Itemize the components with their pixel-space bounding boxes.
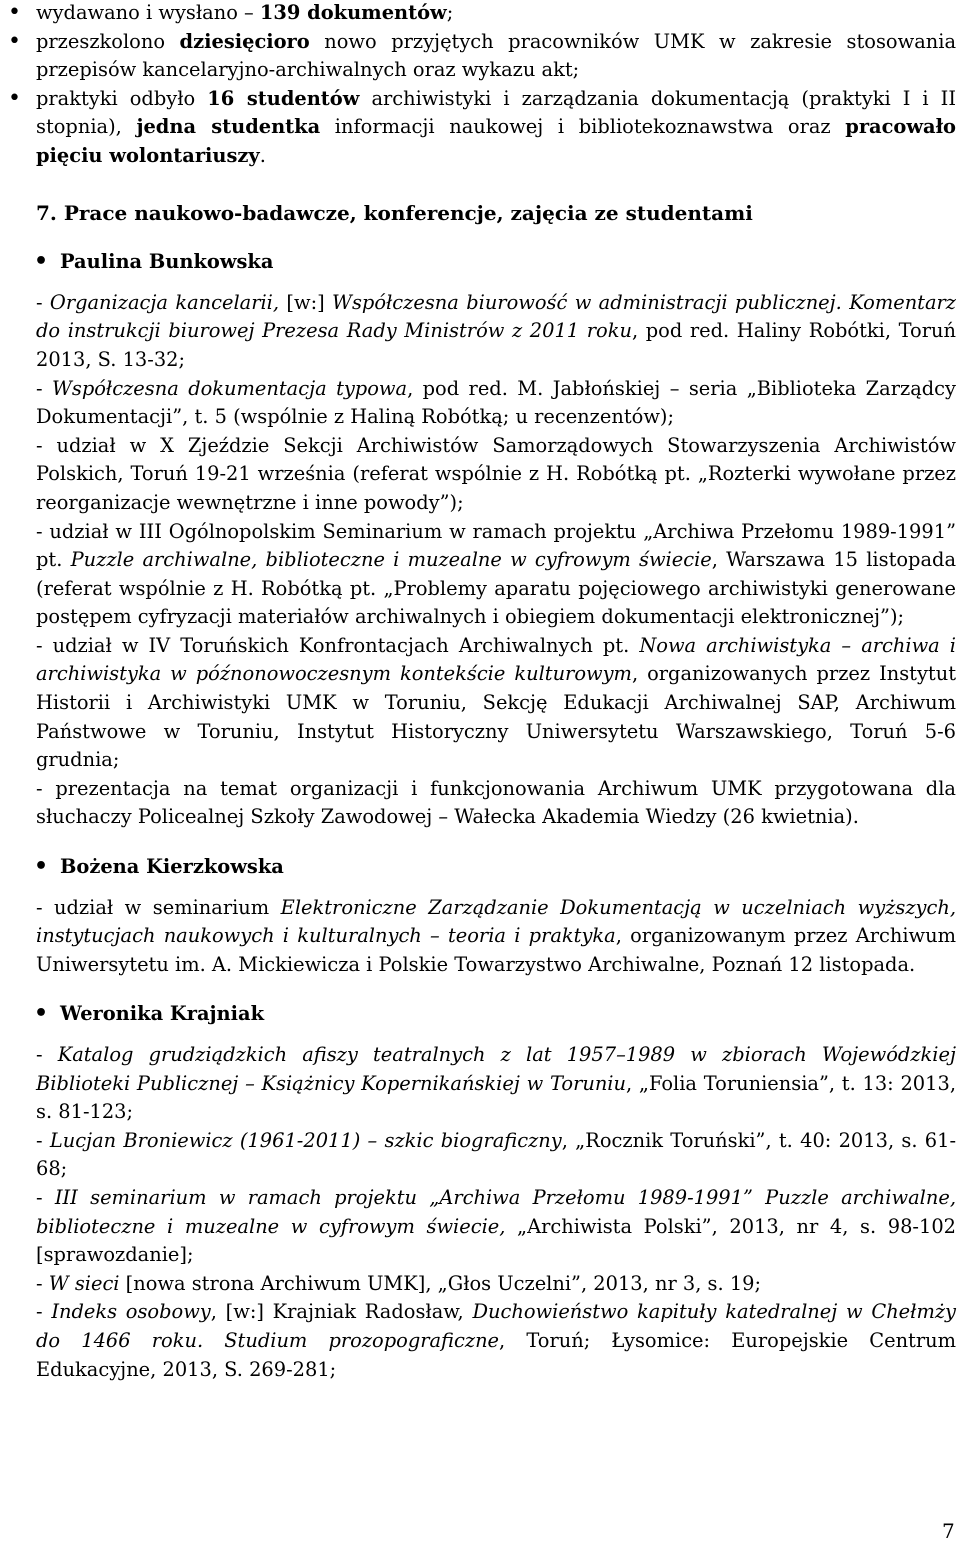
text-run: , Toruń; Łysomice: Europejskie Centrum Edukacyjne, 2013, S. 269-281; (36, 1328, 956, 1381)
bold-text: 16 studentów (207, 86, 360, 110)
text-run: wydawano i wysłano – (36, 1, 260, 24)
text-run: archiwistyki i zarządzania dokumentacją (praktyki I i II stopnia), (36, 86, 956, 139)
italic-text: Nowa archiwistyka – archiwa i archiwistyka w późnonowoczesnym kontekście kulturowym (36, 633, 956, 686)
list-item (36, 85, 956, 171)
page-number: 7 (942, 1519, 955, 1543)
bold-text: dziesięcioro (179, 29, 310, 53)
person-block-krajniak (36, 1000, 956, 1384)
italic-text: Lucjan Broniewicz (1961-2011) – szkic biograficzny (49, 1128, 562, 1152)
italic-text: Puzzle archiwalne, biblioteczne i muzealne w cyfrowym świecie (70, 548, 712, 572)
list-item (36, 1298, 956, 1384)
italic-text: III seminarium w ramach projektu „Archiwa Przełomu 1989-1991” Puzzle archiwalne, biblioteczne i muzealne w cyfrowym świecie, (36, 1185, 956, 1238)
list-item (36, 775, 956, 832)
list-item (36, 375, 956, 432)
text-run: - udział w IV Toruńskich Konfrontacjach Archiwalnych pt. (36, 633, 640, 657)
list-item (36, 518, 956, 632)
text-run: - udział w X Zjeździe Sekcji Archiwistów Samorządowych Stowarzyszenia Archiwistów Polskich, Toruń 19-21 września (referat wspólnie z H. Robótką pt. „Rozterki wywołane przez reorganizacje wewnętrzne i inne powody”); (36, 433, 956, 514)
list-item (36, 1184, 956, 1270)
italic-text: Katalog grudziądzkich afiszy teatralnych z lat 1957–1989 w zbiorach Wojewódzkiej Biblioteki Publicznej – Książnicy Kopernikańskiej w Toruniu (36, 1043, 956, 1095)
list-item (36, 0, 956, 28)
document-page (36, 0, 956, 1384)
italic-text: Organizacja kancelarii, (49, 290, 280, 314)
text-run: - (36, 1128, 50, 1152)
publication-list (36, 289, 956, 832)
text-run: informacji naukowej i bibliotekoznawstwa oraz (320, 115, 846, 139)
text-run: - udział w seminarium (36, 895, 281, 919)
text-run: , Warszawa 15 listopada (referat wspólnie z H. Robótką pt. „Problemy aparatu pojęciowego archiwistyki generowane postępem cyfryzacji materiałów archiwalnych i obiegiem dokumentacji elektronicznej”); (36, 548, 956, 629)
text-run: , „Rocznik Toruński”, t. 40: 2013, s. 61-68; (36, 1128, 956, 1181)
bold-text: pracowało pięciu wolontariuszy (36, 115, 956, 167)
text-run: - (36, 1043, 58, 1066)
list-item (36, 1127, 956, 1184)
text-run: nowo przyjętych pracowników UMK w zakresie stosowania przepisów kancelaryjno-archiwalnych oraz wykazu akt; (36, 29, 957, 82)
list-item (36, 894, 956, 980)
activity-summary-list (36, 0, 956, 171)
text-run: przeszkolono (36, 29, 180, 53)
text-run: - (36, 1300, 52, 1324)
list-item (36, 289, 956, 375)
italic-text: Współczesna biurowość w administracji publicznej. Komentarz do instrukcji biurowej Prezesa Rady Ministrów z 2011 roku (36, 290, 957, 343)
publication-list (36, 894, 956, 980)
list-item (36, 1041, 956, 1127)
text-run: , organizowanych przez Instytut Historii i Archiwistyki UMK w Toruniu, Sekcję Edukacji Archiwalnej SAP, Archiwum Państwowe w Toruniu, Instytut Historyczny Uniwersytetu Warszawskiego, Toruń 5-6 grudnia; (36, 662, 956, 772)
person-block-bunkowska (36, 248, 956, 832)
text-run: , „Folia Toruniensia”, t. 13: 2013, s. 81-123; (36, 1071, 956, 1124)
text-run: , organizowanym przez Archiwum Uniwersytetu im. A. Mickiewicza i Polskie Towarzystwo Archiwalne, Poznań 12 listopada. (36, 924, 956, 976)
publication-list (36, 1041, 956, 1384)
person-name: • Paulina Bunkowska (60, 248, 956, 277)
person-block-kierzkowska (36, 853, 956, 979)
text-run: - (36, 290, 50, 314)
text-run: [w:] (279, 290, 333, 314)
list-item (36, 28, 956, 85)
italic-text: Współczesna dokumentacja typowa (51, 376, 408, 400)
text-run: - (36, 1185, 55, 1209)
text-run: [nowa strona Archiwum UMK], „Głos Uczelni”, 2013, nr 3, s. 19; (119, 1271, 762, 1295)
bold-text: 139 dokumentów (259, 1, 447, 24)
text-run: - udział w III Ogólnopolskim Seminarium w ramach projektu „Archiwa Przełomu 1989-1991” pt. (36, 519, 956, 572)
italic-text: Indeks osobowy (51, 1300, 211, 1324)
person-name: • Weronika Krajniak (60, 1000, 956, 1029)
text-run: , pod red. M. Jabłońskiej – seria „Biblioteka Zarządcy Dokumentacji”, t. 5 (wspólnie z Haliną Robótką; u recenzentów); (36, 376, 956, 429)
section-heading: 7. Prace naukowo-badawcze, konferencje, zajęcia ze studentami (36, 200, 753, 225)
text-run: . (259, 143, 266, 167)
list-item (36, 632, 956, 775)
italic-text: W sieci (48, 1271, 120, 1295)
person-name: • Bożena Kierzkowska (60, 853, 956, 882)
list-item (36, 432, 956, 518)
italic-text: Elektroniczne Zarządzanie Dokumentacją w uczelniach wyższych, instytucjach naukowych i kulturalnych – teoria i praktyka (36, 895, 957, 948)
text-run: , pod red. Haliny Robótki, Toruń 2013, S. 13-32; (36, 319, 956, 371)
text-run: - (36, 1271, 49, 1295)
text-run: ; (446, 1, 454, 24)
text-run: - prezentacja na temat organizacji i funkcjonowania Archiwum UMK przygotowana dla słuchaczy Policealnej Szkoły Zawodowej – Wałecka Akademia Wiedzy (26 kwietnia). (36, 776, 956, 829)
italic-text: Duchowieństwo kapituły katedralnej w Chełmży do 1466 roku. Studium prozopograficzne (36, 1300, 957, 1352)
text-run: , [w:] Krajniak Radosław, (210, 1300, 473, 1324)
bold-text: jedna studentka (136, 115, 321, 139)
text-run: „Archiwista Polski”, 2013, nr 4, s. 98-102 [sprawozdanie]; (36, 1214, 956, 1267)
list-item (36, 1270, 956, 1299)
text-run: praktyki odbyło (36, 86, 208, 110)
text-run: - (36, 376, 52, 400)
